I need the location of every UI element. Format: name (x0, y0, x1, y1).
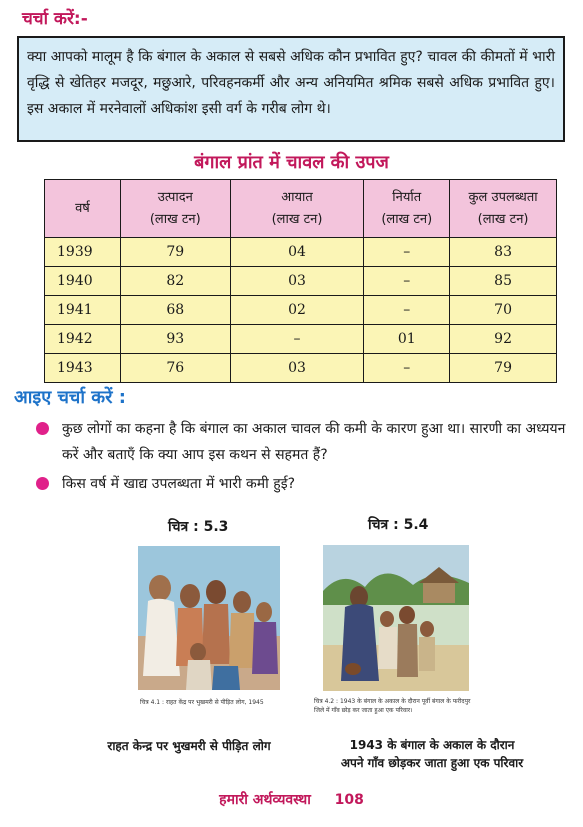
table-row (45, 325, 557, 354)
col-header-production: उत्पादन (लाख टन) (120, 180, 230, 238)
cell-total: 70 (450, 296, 557, 325)
figure-label: चित्र : 5.4 (368, 517, 429, 533)
cell-production: 68 (120, 296, 230, 325)
cell-total: 83 (450, 238, 557, 267)
bullet-dot-icon (36, 422, 49, 435)
cell-total: 92 (450, 325, 557, 354)
cell-total: 79 (450, 354, 557, 383)
cell-import: 02 (230, 296, 364, 325)
cell-total: 85 (450, 267, 557, 296)
page-footer (0, 790, 583, 809)
table-row (45, 267, 557, 296)
book-title: हमारी अर्थव्यवस्था (219, 792, 311, 808)
table-row (45, 238, 557, 267)
table-header-row (45, 180, 557, 238)
cell-export: – (364, 238, 450, 267)
cell-export: 01 (364, 325, 450, 354)
cell-import: – (230, 325, 364, 354)
famine-relief-illustration (138, 546, 280, 690)
table-row (45, 354, 557, 383)
cell-year: 1943 (45, 354, 121, 383)
figure-inner-caption: चित्र 4.2 : 1943 के बंगाल के अकाल के दौरान पूर्वी बंगाल के फरीदपुर जिले में गाँव छोड़ कर जाता हुआ एक परिवार। (314, 698, 471, 714)
cell-production: 76 (120, 354, 230, 383)
cell-import: 03 (230, 267, 364, 296)
discussion-subheading: आइए चर्चा करें : (14, 387, 126, 408)
col-header-import: आयात (लाख टन) (230, 180, 364, 238)
figure-caption (326, 736, 538, 772)
cell-export: – (364, 296, 450, 325)
cell-import: 03 (230, 354, 364, 383)
figure-label: चित्र : 5.3 (168, 519, 229, 535)
bullet-item: कुछ लोगों का कहना है कि बंगाल का अकाल चावल की कमी के कारण हुआ था। सारणी का अध्ययन करें और बताएँ कि क्या आप इस कथन से सहमत हैं? (62, 416, 567, 468)
cell-production: 93 (120, 325, 230, 354)
cell-production: 79 (120, 238, 230, 267)
family-leaving-village-illustration (323, 545, 469, 691)
figure-caption-line: अपने गाँव छोड़कर जाता हुआ एक परिवार (340, 756, 524, 770)
page-number: 108 (334, 792, 364, 808)
table-title: बंगाल प्रांत में चावल की उपज (194, 152, 389, 173)
bullet-item: किस वर्ष में खाद्य उपलब्धता में भारी कमी हुई? (62, 471, 567, 497)
section-heading: चर्चा करें:- (22, 9, 88, 29)
discussion-text: क्या आपको मालूम है कि बंगाल के अकाल से सबसे अधिक कौन प्रभावित हुए? चावल की कीमतों में भारी वृद्धि से खेतिहर मजदूर, मछुआरे, परिवहनकर्मी और अन्य अनियमित श्रमिक सबसे अधिक प्रभावित हुए। इस अकाल में मरनेवालों अधिकांश इसी वर्ग के गरीब लोग थे। (27, 49, 555, 117)
cell-export: – (364, 354, 450, 383)
figure-inner-caption: चित्र 4.1 : राहत केंद्र पर भुखमरी से पीड़ित लोग, 1945 (140, 699, 264, 706)
table-row (45, 296, 557, 325)
discussion-box (17, 36, 565, 142)
cell-year: 1941 (45, 296, 121, 325)
rice-production-table (44, 179, 557, 383)
figure-caption: राहत केन्द्र पर भुखमरी से पीड़ित लोग (107, 739, 271, 753)
col-header-total: कुल उपलब्धता (लाख टन) (450, 180, 557, 238)
bullet-dot-icon (36, 477, 49, 490)
cell-year: 1939 (45, 238, 121, 267)
cell-year: 1940 (45, 267, 121, 296)
cell-year: 1942 (45, 325, 121, 354)
cell-production: 82 (120, 267, 230, 296)
col-header-export: निर्यात (लाख टन) (364, 180, 450, 238)
figure-caption-line: 1943 के बंगाल के अकाल के दौरान (349, 738, 515, 752)
col-header-year: वर्ष (45, 180, 121, 238)
cell-import: 04 (230, 238, 364, 267)
cell-export: – (364, 267, 450, 296)
